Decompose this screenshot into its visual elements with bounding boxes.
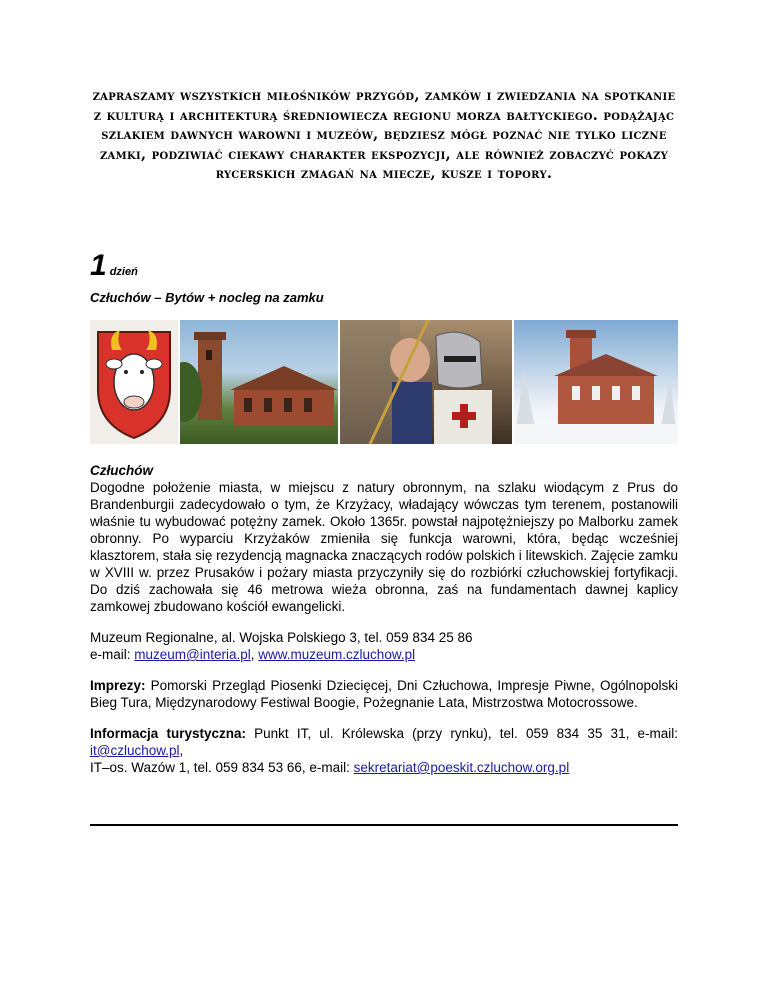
winter-castle-photo xyxy=(514,320,678,444)
secretariat-email-link[interactable]: sekretariat@poeskit.czluchow.org.pl xyxy=(353,760,570,775)
day-heading xyxy=(90,250,138,282)
day-word: dzień xyxy=(109,266,138,278)
museum-website-link[interactable]: www.muzeum.czluchow.pl xyxy=(258,647,416,662)
museum-link-separator: , xyxy=(250,647,259,662)
tourist-info-comma: , xyxy=(179,743,184,758)
museum-info xyxy=(90,629,678,663)
section-content xyxy=(90,462,678,776)
museum-address: Muzeum Regionalne, al. Wojska Polskiego 3, tel. 059 834 25 86 xyxy=(90,630,473,645)
tourist-info-text: Punkt IT, ul. Królewska (przy rynku), tel. 059 834 35 31, e-mail: xyxy=(245,726,679,741)
section-title: Człuchów xyxy=(90,463,153,478)
tourist-info-line2: IT–os. Wazów 1, tel. 059 834 53 66, e-mail: xyxy=(90,760,354,775)
bottom-divider xyxy=(90,824,678,826)
events-paragraph xyxy=(90,677,678,711)
tourist-info-paragraph xyxy=(90,725,678,776)
photo-strip xyxy=(90,320,678,444)
events-label: Imprezy: xyxy=(90,678,146,693)
museum-email-label: e-mail: xyxy=(90,647,135,662)
coat-of-arms-image xyxy=(90,320,178,444)
tourist-info-email-link[interactable]: it@czluchow.pl xyxy=(90,743,180,758)
museum-email-link[interactable]: muzeum@interia.pl xyxy=(134,647,251,662)
knight-photo xyxy=(340,320,512,444)
events-text: Pomorski Przegląd Piosenki Dziecięcej, Dni Człuchowa, Impresje Piwne, Ogólnopolski Bieg Tura, Międzynarodowy Festiwal Boogie, Pożegnanie Lata, Mistrzostwa Motocrossowe. xyxy=(90,678,678,710)
section-body: Dogodne położenie miasta, w miejscu z natury obronnym, na szlaku wiodącym z Prus do Brandenburgii zadecydowało o tym, że Krzyżacy, władający wówczas tym terenem, postanowili właśnie tu wybudować potężny zamek. Około 1365r. powstał najpotężniejszy po Malborku zamek obronny. Po wyparciu Krzyżaków zmieniła się funkcja warowni, która, będąc wcześniej klasztorem, stała się rezydencją magnacka znaczących rodów polskich i litewskich. Zajęcie zamku w XVIII w. przez Prusaków i pożary miasta przyczyniły się do rozbiórki człuchowskiej fortyfikacji. Do dziś zachowała się 46 metrowa wieża obronna, zaś na fundamentach dawnej kaplicy zamkowej zbudowano kościół ewangelicki. xyxy=(90,480,678,614)
tourist-info-label: Informacja turystyczna: xyxy=(90,726,246,741)
route-title: Człuchów – Bytów + nocleg na zamku xyxy=(90,290,324,305)
intro-paragraph: zapraszamy wszystkich miłośników przygód, zamków i zwiedzania na spotkanie z kulturą i architekturą średniowiecza regionu morza bałtyckiego. podążając szlakiem dawnych warowni i muzeów, będziesz mógł poznać nie tylko liczne zamki, podziwiać ciekawy charakter ekspozycji, ale również zobaczyć pokazy rycerskich zmagań na miecze, kusze i topory. xyxy=(92,87,676,182)
day-number: 1 xyxy=(90,249,107,282)
castle-tower-photo xyxy=(180,320,338,444)
